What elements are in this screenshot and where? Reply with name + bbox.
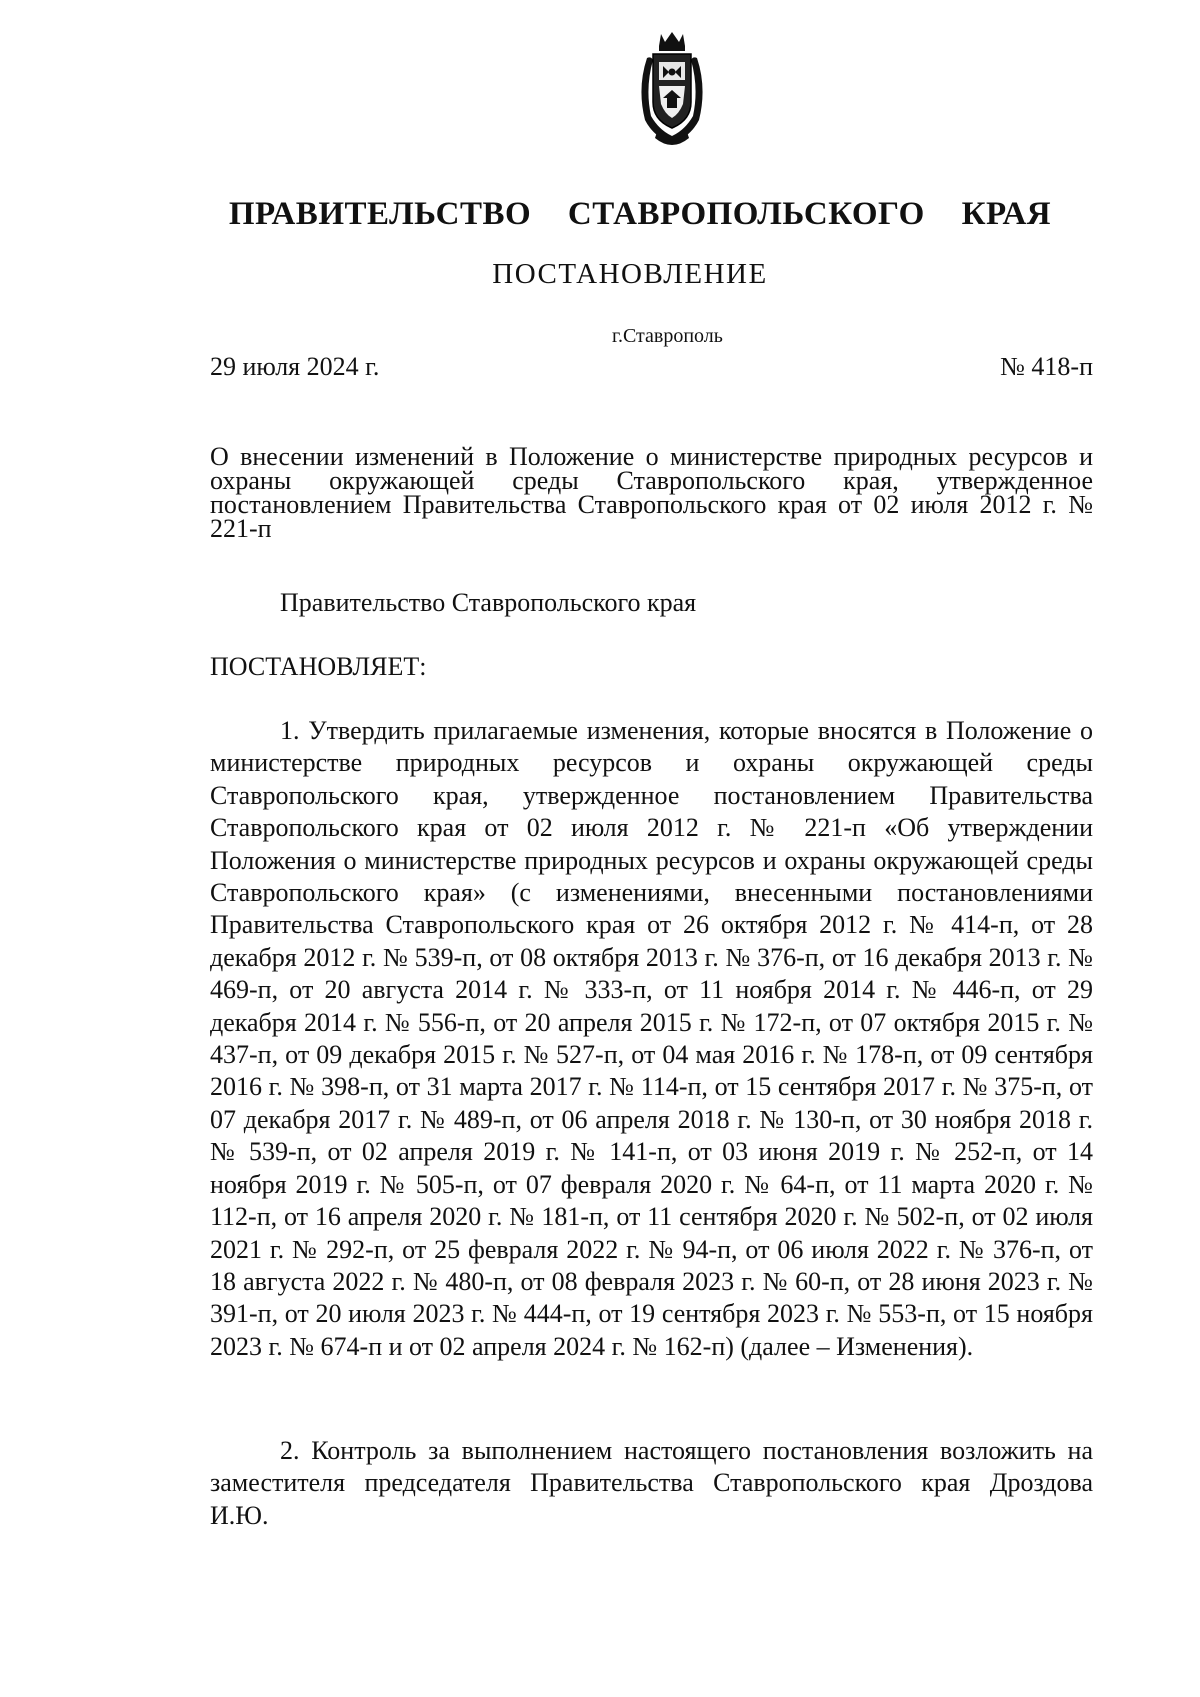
paragraph-2: 2. Контроль за выполнением настоящего постановления возложить на заместителя председателя Правительства Ставропольского края Дроздова И.Ю.	[210, 1436, 1093, 1530]
document-title: О внесении изменений в Положение о министерстве природных ресурсов и охраны окружающей среды Ставропольского края, утвержденное постановлением Правительства Ставропольского края от 02 июля 2012 г. № 221-п	[210, 442, 1093, 543]
decree-word: ПОСТАНОВЛЯЕТ:	[210, 652, 427, 681]
city: г.Ставрополь	[612, 325, 723, 347]
coat-of-arms-emblem-icon	[633, 28, 711, 150]
document-type: ПОСТАНОВЛЕНИЕ	[492, 258, 768, 290]
paragraph-1: 1. Утвердить прилагаемые изменения, которые вносятся в Положение о министерстве природных ресурсов и охраны окружающей среды Ставропольского края, утвержденное постановлением Правительства Ставропольского края от 02 июля 2012 г. № 221-п «Об утверждении Положения о министерстве природных ресурсов и охраны окружающей среды Ставропольского края» (с изменениями, внесенными постановлениями Правительства Ставропольского края от 26 октября 2012 г. № 414-п, от 28 декабря 2012 г. № 539-п, от 08 октября 2013 г. № 376-п, от 16 декабря 2013 г. № 469-п, от 20 августа 2014 г. № 333-п, от 11 ноября 2014 г. № 446-п, от 29 декабря 2014 г. № 556-п, от 20 апреля 2015 г. № 172-п, от 07 октября 2015 г. № 437-п, от 09 декабря 2015 г. № 527-п, от 04 мая 2016 г. № 178-п, от 09 сентября 2016 г. № 398-п, от 31 марта 2017 г. № 114-п, от 15 сентября 2017 г. № 375-п, от 07 декабря 2017 г. № 489-п, от 06 апреля 2018 г. № 130-п, от 30 ноября 2018 г. № 539-п, от 02 апреля 2019 г. № 141-п, от 03 июня 2019 г. № 252-п, от 14 ноября 2019 г. № 505-п, от 07 февраля 2020 г. № 64-п, от 11 марта 2020 г. № 112-п, от 16 апреля 2020 г. № 181-п, от 11 сентября 2020 г. № 502-п, от 02 июля 2021 г. № 292-п, от 25 февраля 2022 г. № 94-п, от 06 июля 2022 г. № 376-п, от 18 августа 2022 г. № 480-п, от 08 февраля 2023 г. № 60-п, от 28 июня 2023 г. № 391-п, от 20 июля 2023 г. № 444-п, от 19 сентября 2023 г. № 553-п, от 15 ноября 2023 г. № 674-п и от 02 апреля 2024 г. № 162-п) (далее – Изменения).	[210, 716, 1093, 1361]
intro-text: Правительство Ставропольского края	[280, 588, 697, 617]
document-number: № 418-п	[1000, 352, 1093, 381]
government-heading: ПРАВИТЕЛЬСТВО СТАВРОПОЛЬСКОГО КРАЯ	[228, 196, 1052, 232]
document-date: 29 июля 2024 г.	[210, 352, 380, 381]
